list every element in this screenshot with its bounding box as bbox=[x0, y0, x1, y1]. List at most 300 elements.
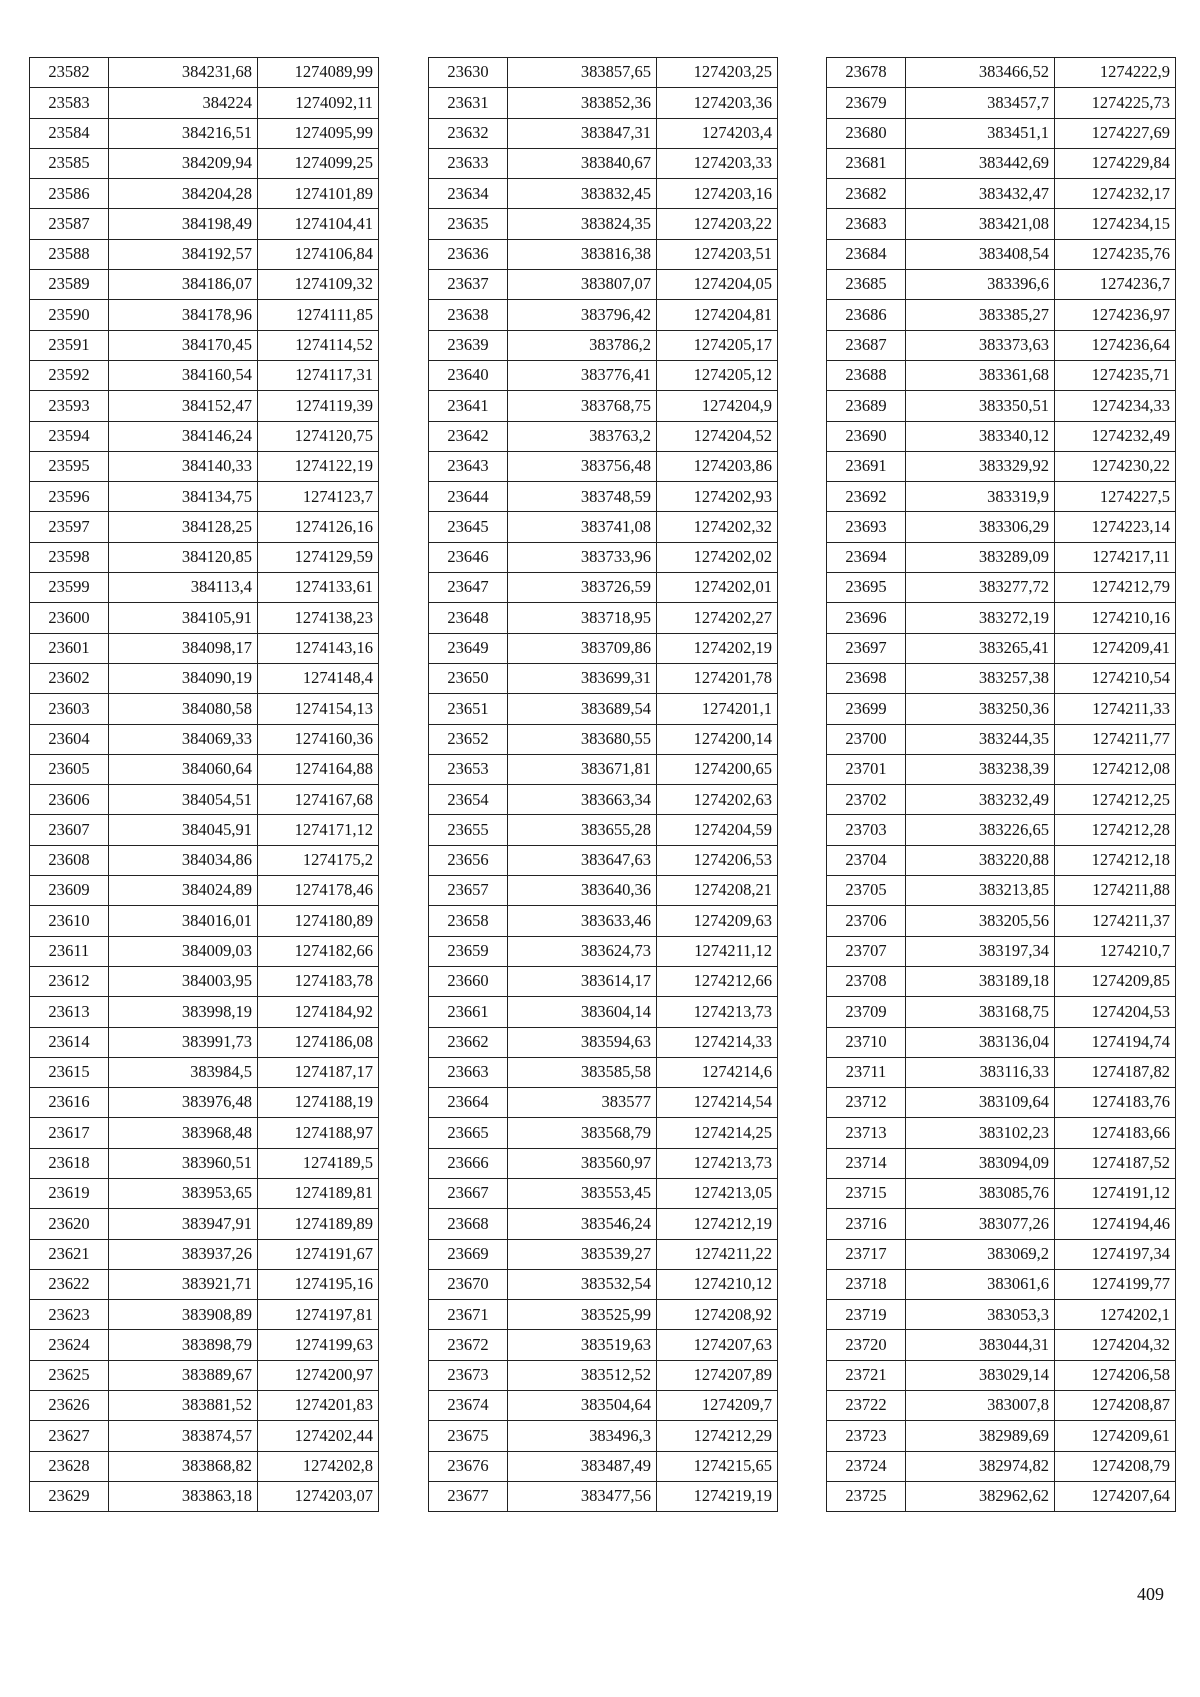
y-coordinate-cell: 1274212,28 bbox=[1055, 815, 1176, 845]
table-row bbox=[827, 179, 1176, 209]
y-coordinate-cell: 1274203,86 bbox=[657, 451, 778, 481]
table-row bbox=[30, 330, 379, 360]
y-coordinate-cell: 1274209,41 bbox=[1055, 633, 1176, 663]
x-coordinate-cell: 384024,89 bbox=[109, 876, 258, 906]
table-row bbox=[429, 966, 778, 996]
x-coordinate-cell: 383350,51 bbox=[906, 391, 1055, 421]
point-number-cell: 23618 bbox=[30, 1148, 109, 1178]
y-coordinate-cell: 1274212,66 bbox=[657, 966, 778, 996]
table-row bbox=[827, 451, 1176, 481]
point-number-cell: 23604 bbox=[30, 724, 109, 754]
table-row bbox=[827, 1451, 1176, 1481]
y-coordinate-cell: 1274219,19 bbox=[657, 1481, 778, 1511]
point-number-cell: 23671 bbox=[429, 1300, 508, 1330]
x-coordinate-cell: 383168,75 bbox=[906, 997, 1055, 1027]
point-number-cell: 23683 bbox=[827, 209, 906, 239]
y-coordinate-cell: 1274203,25 bbox=[657, 58, 778, 88]
y-coordinate-cell: 1274203,33 bbox=[657, 148, 778, 178]
y-coordinate-cell: 1274123,7 bbox=[258, 482, 379, 512]
table-row bbox=[30, 694, 379, 724]
table-row bbox=[429, 482, 778, 512]
x-coordinate-cell: 383077,26 bbox=[906, 1209, 1055, 1239]
y-coordinate-cell: 1274209,85 bbox=[1055, 966, 1176, 996]
x-coordinate-cell: 383408,54 bbox=[906, 239, 1055, 269]
table-row bbox=[30, 482, 379, 512]
y-coordinate-cell: 1274167,68 bbox=[258, 785, 379, 815]
y-coordinate-cell: 1274210,12 bbox=[657, 1269, 778, 1299]
table-row bbox=[827, 876, 1176, 906]
y-coordinate-cell: 1274227,5 bbox=[1055, 482, 1176, 512]
point-number-cell: 23670 bbox=[429, 1269, 508, 1299]
x-coordinate-cell: 383319,9 bbox=[906, 482, 1055, 512]
table-row bbox=[827, 148, 1176, 178]
x-coordinate-cell: 383594,63 bbox=[508, 1027, 657, 1057]
table-row bbox=[827, 845, 1176, 875]
table-row bbox=[429, 603, 778, 633]
table-row bbox=[827, 1148, 1176, 1178]
point-number-cell: 23644 bbox=[429, 482, 508, 512]
x-coordinate-cell: 383733,96 bbox=[508, 542, 657, 572]
x-coordinate-cell: 383663,34 bbox=[508, 785, 657, 815]
table-row bbox=[429, 1481, 778, 1511]
y-coordinate-cell: 1274201,83 bbox=[258, 1391, 379, 1421]
x-coordinate-cell: 383624,73 bbox=[508, 936, 657, 966]
table-row bbox=[827, 270, 1176, 300]
point-number-cell: 23584 bbox=[30, 118, 109, 148]
x-coordinate-cell: 383947,91 bbox=[109, 1209, 258, 1239]
y-coordinate-cell: 1274236,7 bbox=[1055, 270, 1176, 300]
x-coordinate-cell: 383265,41 bbox=[906, 633, 1055, 663]
x-coordinate-cell: 384231,68 bbox=[109, 58, 258, 88]
x-coordinate-cell: 383816,38 bbox=[508, 239, 657, 269]
point-number-cell: 23724 bbox=[827, 1451, 906, 1481]
x-coordinate-cell: 383756,48 bbox=[508, 451, 657, 481]
y-coordinate-cell: 1274204,59 bbox=[657, 815, 778, 845]
point-number-cell: 23598 bbox=[30, 542, 109, 572]
table-row bbox=[30, 1027, 379, 1057]
point-number-cell: 23606 bbox=[30, 785, 109, 815]
x-coordinate-cell: 384170,45 bbox=[109, 330, 258, 360]
point-number-cell: 23697 bbox=[827, 633, 906, 663]
point-number-cell: 23709 bbox=[827, 997, 906, 1027]
table-row bbox=[429, 300, 778, 330]
y-coordinate-cell: 1274191,12 bbox=[1055, 1178, 1176, 1208]
table-row bbox=[827, 663, 1176, 693]
y-coordinate-cell: 1274208,79 bbox=[1055, 1451, 1176, 1481]
x-coordinate-cell: 383553,45 bbox=[508, 1178, 657, 1208]
point-number-cell: 23619 bbox=[30, 1178, 109, 1208]
x-coordinate-cell: 383029,14 bbox=[906, 1360, 1055, 1390]
point-number-cell: 23588 bbox=[30, 239, 109, 269]
y-coordinate-cell: 1274207,63 bbox=[657, 1330, 778, 1360]
point-number-cell: 23589 bbox=[30, 270, 109, 300]
table-row bbox=[429, 1330, 778, 1360]
table-row bbox=[827, 1027, 1176, 1057]
y-coordinate-cell: 1274119,39 bbox=[258, 391, 379, 421]
x-coordinate-cell: 383238,39 bbox=[906, 754, 1055, 784]
x-coordinate-cell: 384128,25 bbox=[109, 512, 258, 542]
point-number-cell: 23622 bbox=[30, 1269, 109, 1299]
table-row bbox=[30, 966, 379, 996]
x-coordinate-cell: 384009,03 bbox=[109, 936, 258, 966]
y-coordinate-cell: 1274212,19 bbox=[657, 1209, 778, 1239]
point-number-cell: 23586 bbox=[30, 179, 109, 209]
table-row bbox=[429, 876, 778, 906]
x-coordinate-cell: 383647,63 bbox=[508, 845, 657, 875]
table-row bbox=[30, 239, 379, 269]
x-coordinate-cell: 383889,67 bbox=[109, 1360, 258, 1390]
table-row bbox=[30, 724, 379, 754]
y-coordinate-cell: 1274203,36 bbox=[657, 88, 778, 118]
table-row bbox=[827, 633, 1176, 663]
point-number-cell: 23713 bbox=[827, 1118, 906, 1148]
x-coordinate-cell: 383857,65 bbox=[508, 58, 657, 88]
x-coordinate-cell: 384198,49 bbox=[109, 209, 258, 239]
table-row bbox=[30, 451, 379, 481]
point-number-cell: 23585 bbox=[30, 148, 109, 178]
point-number-cell: 23625 bbox=[30, 1360, 109, 1390]
y-coordinate-cell: 1274211,33 bbox=[1055, 694, 1176, 724]
table-row bbox=[429, 542, 778, 572]
y-coordinate-cell: 1274212,29 bbox=[657, 1421, 778, 1451]
table-row bbox=[30, 1421, 379, 1451]
y-coordinate-cell: 1274184,92 bbox=[258, 997, 379, 1027]
y-coordinate-cell: 1274120,75 bbox=[258, 421, 379, 451]
table-row bbox=[827, 330, 1176, 360]
x-coordinate-cell: 384003,95 bbox=[109, 966, 258, 996]
x-coordinate-cell: 383289,09 bbox=[906, 542, 1055, 572]
table-row bbox=[429, 179, 778, 209]
table-row bbox=[429, 118, 778, 148]
table-row bbox=[30, 300, 379, 330]
point-number-cell: 23616 bbox=[30, 1088, 109, 1118]
table-row bbox=[827, 1088, 1176, 1118]
y-coordinate-cell: 1274095,99 bbox=[258, 118, 379, 148]
point-number-cell: 23692 bbox=[827, 482, 906, 512]
x-coordinate-cell: 383560,97 bbox=[508, 1148, 657, 1178]
y-coordinate-cell: 1274222,9 bbox=[1055, 58, 1176, 88]
y-coordinate-cell: 1274194,74 bbox=[1055, 1027, 1176, 1057]
table-row bbox=[827, 1178, 1176, 1208]
y-coordinate-cell: 1274199,63 bbox=[258, 1330, 379, 1360]
x-coordinate-cell: 383908,89 bbox=[109, 1300, 258, 1330]
point-number-cell: 23676 bbox=[429, 1451, 508, 1481]
point-number-cell: 23583 bbox=[30, 88, 109, 118]
y-coordinate-cell: 1274213,73 bbox=[657, 1148, 778, 1178]
y-coordinate-cell: 1274202,01 bbox=[657, 573, 778, 603]
point-number-cell: 23684 bbox=[827, 239, 906, 269]
x-coordinate-cell: 383768,75 bbox=[508, 391, 657, 421]
table-row bbox=[827, 1118, 1176, 1148]
y-coordinate-cell: 1274200,14 bbox=[657, 724, 778, 754]
x-coordinate-cell: 383432,47 bbox=[906, 179, 1055, 209]
point-number-cell: 23679 bbox=[827, 88, 906, 118]
point-number-cell: 23643 bbox=[429, 451, 508, 481]
x-coordinate-cell: 383874,57 bbox=[109, 1421, 258, 1451]
point-number-cell: 23628 bbox=[30, 1451, 109, 1481]
table-row bbox=[30, 1118, 379, 1148]
table-row bbox=[30, 1330, 379, 1360]
table-row bbox=[429, 148, 778, 178]
x-coordinate-cell: 383053,3 bbox=[906, 1300, 1055, 1330]
table-row bbox=[429, 58, 778, 88]
x-coordinate-cell: 383881,52 bbox=[109, 1391, 258, 1421]
point-number-cell: 23721 bbox=[827, 1360, 906, 1390]
x-coordinate-cell: 383189,18 bbox=[906, 966, 1055, 996]
table-row bbox=[30, 936, 379, 966]
y-coordinate-cell: 1274201,1 bbox=[657, 694, 778, 724]
point-number-cell: 23582 bbox=[30, 58, 109, 88]
point-number-cell: 23677 bbox=[429, 1481, 508, 1511]
table-row bbox=[827, 88, 1176, 118]
x-coordinate-cell: 383960,51 bbox=[109, 1148, 258, 1178]
x-coordinate-cell: 383525,99 bbox=[508, 1300, 657, 1330]
point-number-cell: 23603 bbox=[30, 694, 109, 724]
x-coordinate-cell: 384152,47 bbox=[109, 391, 258, 421]
x-coordinate-cell: 383984,5 bbox=[109, 1057, 258, 1087]
y-coordinate-cell: 1274109,32 bbox=[258, 270, 379, 300]
table-row bbox=[30, 603, 379, 633]
point-number-cell: 23657 bbox=[429, 876, 508, 906]
table-row bbox=[30, 754, 379, 784]
x-coordinate-cell: 383306,29 bbox=[906, 512, 1055, 542]
point-number-cell: 23675 bbox=[429, 1421, 508, 1451]
point-number-cell: 23656 bbox=[429, 845, 508, 875]
table-row bbox=[30, 1148, 379, 1178]
x-coordinate-cell: 383085,76 bbox=[906, 1178, 1055, 1208]
point-number-cell: 23717 bbox=[827, 1239, 906, 1269]
point-number-cell: 23596 bbox=[30, 482, 109, 512]
y-coordinate-cell: 1274211,12 bbox=[657, 936, 778, 966]
table-row bbox=[429, 724, 778, 754]
table-row bbox=[827, 1057, 1176, 1087]
x-coordinate-cell: 383709,86 bbox=[508, 633, 657, 663]
y-coordinate-cell: 1274202,19 bbox=[657, 633, 778, 663]
point-number-cell: 23696 bbox=[827, 603, 906, 633]
y-coordinate-cell: 1274164,88 bbox=[258, 754, 379, 784]
point-number-cell: 23700 bbox=[827, 724, 906, 754]
table-row bbox=[827, 754, 1176, 784]
x-coordinate-cell: 384178,96 bbox=[109, 300, 258, 330]
x-coordinate-cell: 383807,07 bbox=[508, 270, 657, 300]
y-coordinate-cell: 1274217,11 bbox=[1055, 542, 1176, 572]
y-coordinate-cell: 1274202,32 bbox=[657, 512, 778, 542]
point-number-cell: 23654 bbox=[429, 785, 508, 815]
point-number-cell: 23673 bbox=[429, 1360, 508, 1390]
y-coordinate-cell: 1274213,05 bbox=[657, 1178, 778, 1208]
table-row bbox=[827, 512, 1176, 542]
table-row bbox=[429, 1391, 778, 1421]
x-coordinate-cell: 383763,2 bbox=[508, 421, 657, 451]
coordinate-table-1 bbox=[29, 57, 379, 1512]
point-number-cell: 23617 bbox=[30, 1118, 109, 1148]
x-coordinate-cell: 383044,31 bbox=[906, 1330, 1055, 1360]
table-row bbox=[827, 906, 1176, 936]
x-coordinate-cell: 383257,38 bbox=[906, 663, 1055, 693]
point-number-cell: 23678 bbox=[827, 58, 906, 88]
y-coordinate-cell: 1274211,37 bbox=[1055, 906, 1176, 936]
point-number-cell: 23659 bbox=[429, 936, 508, 966]
table-row bbox=[827, 1330, 1176, 1360]
y-coordinate-cell: 1274199,77 bbox=[1055, 1269, 1176, 1299]
table-row bbox=[30, 1178, 379, 1208]
table-row bbox=[429, 845, 778, 875]
x-coordinate-cell: 383748,59 bbox=[508, 482, 657, 512]
point-number-cell: 23608 bbox=[30, 845, 109, 875]
x-coordinate-cell: 383205,56 bbox=[906, 906, 1055, 936]
y-coordinate-cell: 1274211,22 bbox=[657, 1239, 778, 1269]
x-coordinate-cell: 383921,71 bbox=[109, 1269, 258, 1299]
table-row bbox=[429, 1209, 778, 1239]
point-number-cell: 23662 bbox=[429, 1027, 508, 1057]
y-coordinate-cell: 1274160,36 bbox=[258, 724, 379, 754]
point-number-cell: 23594 bbox=[30, 421, 109, 451]
x-coordinate-cell: 383671,81 bbox=[508, 754, 657, 784]
x-coordinate-cell: 384060,64 bbox=[109, 754, 258, 784]
table-row bbox=[429, 1451, 778, 1481]
x-coordinate-cell: 383532,54 bbox=[508, 1269, 657, 1299]
table-row bbox=[30, 1360, 379, 1390]
point-number-cell: 23682 bbox=[827, 179, 906, 209]
x-coordinate-cell: 383976,48 bbox=[109, 1088, 258, 1118]
point-number-cell: 23689 bbox=[827, 391, 906, 421]
x-coordinate-cell: 384204,28 bbox=[109, 179, 258, 209]
point-number-cell: 23637 bbox=[429, 270, 508, 300]
y-coordinate-cell: 1274204,81 bbox=[657, 300, 778, 330]
y-coordinate-cell: 1274187,17 bbox=[258, 1057, 379, 1087]
x-coordinate-cell: 383824,35 bbox=[508, 209, 657, 239]
table-row bbox=[429, 997, 778, 1027]
point-number-cell: 23687 bbox=[827, 330, 906, 360]
y-coordinate-cell: 1274208,87 bbox=[1055, 1391, 1176, 1421]
point-number-cell: 23597 bbox=[30, 512, 109, 542]
x-coordinate-cell: 383496,3 bbox=[508, 1421, 657, 1451]
x-coordinate-cell: 383466,52 bbox=[906, 58, 1055, 88]
table-row bbox=[30, 573, 379, 603]
x-coordinate-cell: 384209,94 bbox=[109, 148, 258, 178]
x-coordinate-cell: 383361,68 bbox=[906, 360, 1055, 390]
y-coordinate-cell: 1274182,66 bbox=[258, 936, 379, 966]
table-row bbox=[429, 1178, 778, 1208]
table-row bbox=[30, 421, 379, 451]
x-coordinate-cell: 383786,2 bbox=[508, 330, 657, 360]
x-coordinate-cell: 383519,63 bbox=[508, 1330, 657, 1360]
y-coordinate-cell: 1274227,69 bbox=[1055, 118, 1176, 148]
table-row bbox=[827, 1481, 1176, 1511]
y-coordinate-cell: 1274188,97 bbox=[258, 1118, 379, 1148]
y-coordinate-cell: 1274207,89 bbox=[657, 1360, 778, 1390]
table-row bbox=[30, 1481, 379, 1511]
y-coordinate-cell: 1274126,16 bbox=[258, 512, 379, 542]
y-coordinate-cell: 1274154,13 bbox=[258, 694, 379, 724]
table-row bbox=[827, 724, 1176, 754]
point-number-cell: 23602 bbox=[30, 663, 109, 693]
y-coordinate-cell: 1274214,54 bbox=[657, 1088, 778, 1118]
x-coordinate-cell: 383116,33 bbox=[906, 1057, 1055, 1087]
point-number-cell: 23600 bbox=[30, 603, 109, 633]
y-coordinate-cell: 1274207,64 bbox=[1055, 1481, 1176, 1511]
point-number-cell: 23620 bbox=[30, 1209, 109, 1239]
x-coordinate-cell: 383007,8 bbox=[906, 1391, 1055, 1421]
y-coordinate-cell: 1274204,53 bbox=[1055, 997, 1176, 1027]
x-coordinate-cell: 384160,54 bbox=[109, 360, 258, 390]
y-coordinate-cell: 1274197,81 bbox=[258, 1300, 379, 1330]
y-coordinate-cell: 1274213,73 bbox=[657, 997, 778, 1027]
y-coordinate-cell: 1274212,08 bbox=[1055, 754, 1176, 784]
table-row bbox=[30, 845, 379, 875]
y-coordinate-cell: 1274202,02 bbox=[657, 542, 778, 572]
y-coordinate-cell: 1274234,33 bbox=[1055, 391, 1176, 421]
table-row bbox=[827, 300, 1176, 330]
table-row bbox=[30, 270, 379, 300]
table-row bbox=[429, 239, 778, 269]
y-coordinate-cell: 1274203,16 bbox=[657, 179, 778, 209]
point-number-cell: 23714 bbox=[827, 1148, 906, 1178]
x-coordinate-cell: 383633,46 bbox=[508, 906, 657, 936]
table-row bbox=[827, 542, 1176, 572]
table-row bbox=[429, 360, 778, 390]
point-number-cell: 23612 bbox=[30, 966, 109, 996]
y-coordinate-cell: 1274212,79 bbox=[1055, 573, 1176, 603]
table-row bbox=[827, 118, 1176, 148]
x-coordinate-cell: 383868,82 bbox=[109, 1451, 258, 1481]
y-coordinate-cell: 1274106,84 bbox=[258, 239, 379, 269]
table-row bbox=[827, 1209, 1176, 1239]
table-row bbox=[429, 391, 778, 421]
table-row bbox=[429, 209, 778, 239]
y-coordinate-cell: 1274189,89 bbox=[258, 1209, 379, 1239]
table-row bbox=[429, 785, 778, 815]
x-coordinate-cell: 383244,35 bbox=[906, 724, 1055, 754]
point-number-cell: 23649 bbox=[429, 633, 508, 663]
x-coordinate-cell: 383863,18 bbox=[109, 1481, 258, 1511]
table-row bbox=[827, 603, 1176, 633]
y-coordinate-cell: 1274202,8 bbox=[258, 1451, 379, 1481]
y-coordinate-cell: 1274208,21 bbox=[657, 876, 778, 906]
table-row bbox=[827, 421, 1176, 451]
y-coordinate-cell: 1274209,63 bbox=[657, 906, 778, 936]
table-row bbox=[30, 1209, 379, 1239]
point-number-cell: 23610 bbox=[30, 906, 109, 936]
x-coordinate-cell: 384016,01 bbox=[109, 906, 258, 936]
point-number-cell: 23718 bbox=[827, 1269, 906, 1299]
y-coordinate-cell: 1274092,11 bbox=[258, 88, 379, 118]
point-number-cell: 23595 bbox=[30, 451, 109, 481]
point-number-cell: 23627 bbox=[30, 1421, 109, 1451]
table-row bbox=[30, 1057, 379, 1087]
table-row bbox=[827, 1391, 1176, 1421]
y-coordinate-cell: 1274187,82 bbox=[1055, 1057, 1176, 1087]
y-coordinate-cell: 1274206,53 bbox=[657, 845, 778, 875]
x-coordinate-cell: 383741,08 bbox=[508, 512, 657, 542]
table-row bbox=[30, 58, 379, 88]
point-number-cell: 23629 bbox=[30, 1481, 109, 1511]
table-row bbox=[30, 209, 379, 239]
x-coordinate-cell: 383539,27 bbox=[508, 1239, 657, 1269]
table-row bbox=[30, 1269, 379, 1299]
x-coordinate-cell: 383451,1 bbox=[906, 118, 1055, 148]
y-coordinate-cell: 1274203,07 bbox=[258, 1481, 379, 1511]
point-number-cell: 23632 bbox=[429, 118, 508, 148]
y-coordinate-cell: 1274209,7 bbox=[657, 1391, 778, 1421]
x-coordinate-cell: 383477,56 bbox=[508, 1481, 657, 1511]
x-coordinate-cell: 383689,54 bbox=[508, 694, 657, 724]
y-coordinate-cell: 1274234,15 bbox=[1055, 209, 1176, 239]
x-coordinate-cell: 383640,36 bbox=[508, 876, 657, 906]
point-number-cell: 23725 bbox=[827, 1481, 906, 1511]
point-number-cell: 23666 bbox=[429, 1148, 508, 1178]
table-row bbox=[429, 633, 778, 663]
